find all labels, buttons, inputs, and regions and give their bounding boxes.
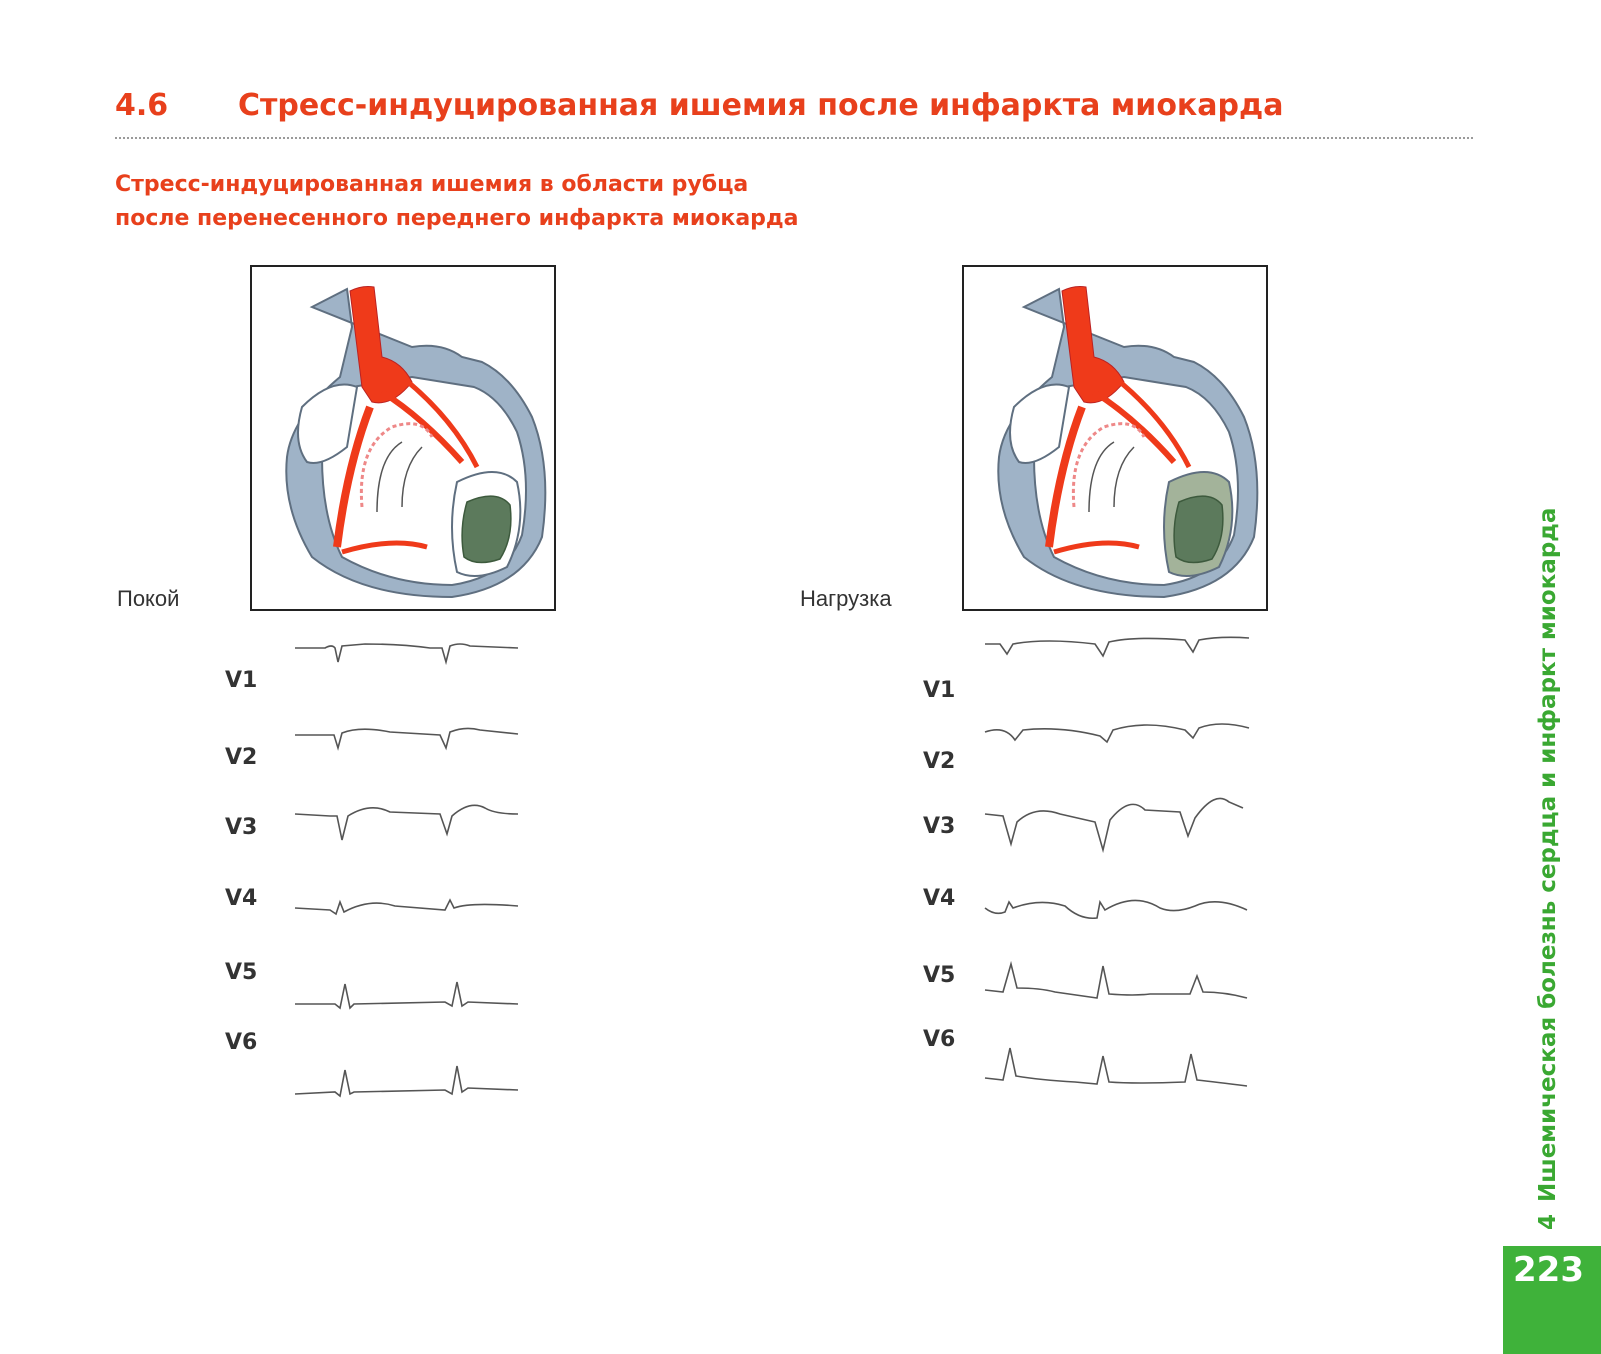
subtitle-line-2: после перенесенного переднего инфаркта миокарда: [115, 206, 799, 231]
chapter-side-title: [1535, 508, 1561, 1230]
rest-lead-v3: V3: [225, 815, 258, 840]
stress-lead-v1: V1: [923, 678, 956, 703]
ecg-traces-rest: [290, 630, 530, 1110]
rest-lead-v4: V4: [225, 886, 258, 911]
stress-lead-v4: V4: [923, 886, 956, 911]
stress-lead-v6: V6: [923, 1027, 956, 1052]
heart-drawing-rest: [286, 287, 545, 598]
rest-lead-v6: V6: [225, 1030, 258, 1055]
ecg-stress-v1: [985, 637, 1249, 656]
section-number: 4.6: [115, 88, 169, 123]
ecg-rest-v3: [295, 805, 518, 840]
rest-lead-v5: V5: [225, 960, 258, 985]
rest-lead-v1: V1: [225, 668, 258, 693]
heart-illustration-rest: [250, 265, 556, 611]
rest-label: Покой: [117, 586, 180, 611]
stress-lead-v2: V2: [923, 749, 956, 774]
ecg-stress-v3: [985, 798, 1243, 850]
ecg-stress-v6: [985, 1048, 1247, 1086]
stress-lead-v5: V5: [923, 963, 956, 988]
ecg-stress-v2: [985, 724, 1249, 742]
stress-label: Нагрузка: [800, 586, 892, 611]
ecg-rest-v6: [295, 1066, 518, 1096]
page-number-tab: [1503, 1246, 1601, 1354]
figure-subtitle: [115, 168, 799, 236]
ecg-rest-v1: [295, 644, 518, 662]
ecg-stress-v4: [985, 900, 1247, 918]
ecg-stress-v5: [985, 964, 1247, 998]
heart-drawing-stress: [998, 287, 1257, 598]
section-title: Стресс-индуцированная ишемия после инфаркта миокарда: [238, 88, 1284, 123]
ecg-rest-v4: [295, 900, 518, 914]
ecg-rest-v2: [295, 728, 518, 748]
subtitle-line-1: Стресс-индуцированная ишемия в области рубца: [115, 172, 749, 197]
title-divider: [115, 137, 1473, 139]
ecg-rest-v5: [295, 982, 518, 1008]
heart-illustration-stress: [962, 265, 1268, 611]
chapter-number: 4: [1535, 1213, 1561, 1230]
page-number: 223: [1513, 1250, 1584, 1290]
chapter-title: Ишемическая болезнь сердца и инфаркт миокарда: [1535, 507, 1561, 1202]
ecg-traces-stress: [985, 630, 1255, 1110]
stress-lead-v3: V3: [923, 814, 956, 839]
rest-lead-v2: V2: [225, 745, 258, 770]
